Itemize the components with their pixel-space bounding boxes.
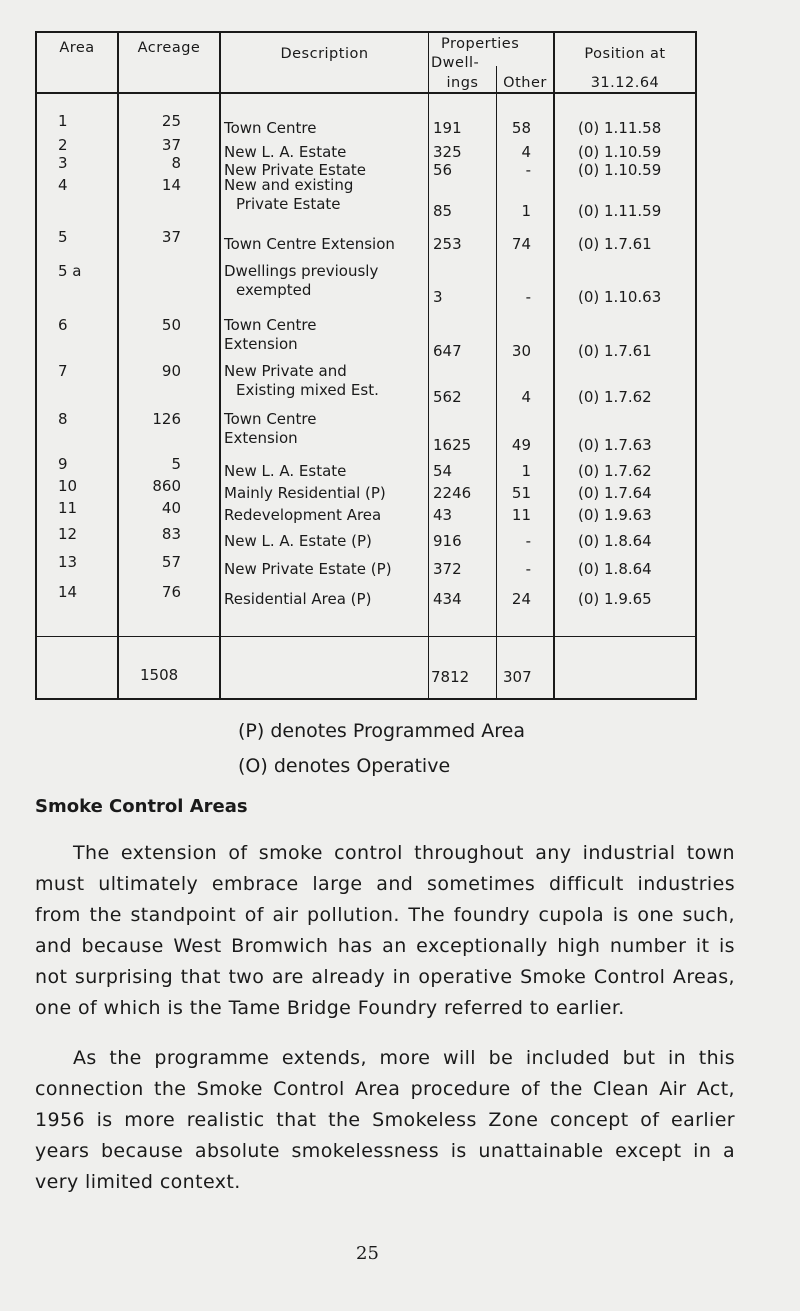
total-other: 307 bbox=[503, 668, 532, 686]
paragraph-1 bbox=[35, 838, 735, 1024]
table-top-border bbox=[35, 31, 697, 33]
row-dwellings: 191 bbox=[433, 119, 462, 137]
row-description: exempted bbox=[236, 281, 312, 299]
header-other: Other bbox=[503, 75, 547, 91]
table-right-border bbox=[695, 31, 697, 700]
row-area: 1 bbox=[58, 112, 68, 130]
row-acreage: 14 bbox=[161, 176, 181, 194]
row-other: 24 bbox=[511, 590, 531, 608]
row-description: New L. A. Estate (P) bbox=[224, 532, 372, 550]
row-acreage: 90 bbox=[161, 362, 181, 380]
row-position: (0) 1.7.61 bbox=[578, 342, 652, 360]
row-acreage: 50 bbox=[161, 316, 181, 334]
table-header-rule bbox=[35, 92, 697, 94]
header-area: Area bbox=[59, 40, 95, 56]
row-other: 74 bbox=[511, 235, 531, 253]
row-area: 3 bbox=[58, 154, 68, 172]
row-dwellings: 56 bbox=[433, 161, 453, 179]
row-dwellings: 372 bbox=[433, 560, 462, 578]
row-description: Existing mixed Est. bbox=[236, 381, 379, 399]
row-description: New L. A. Estate bbox=[224, 143, 347, 161]
paragraph-2-text: As the programme extends, more will be included but in this connection the Smoke Control Area procedure of the Clean Air Act, 1956 is more realistic that the Smokeless Zone concept of earlier years because absolute smokelessness is unattainable except in a very limited context. bbox=[35, 1047, 735, 1193]
row-dwellings: 3 bbox=[433, 288, 443, 306]
col-rule-description bbox=[219, 31, 221, 700]
row-dwellings: 647 bbox=[433, 342, 462, 360]
row-description: Town Centre bbox=[224, 316, 317, 334]
row-description: Redevelopment Area bbox=[224, 506, 382, 524]
col-rule-dwellings bbox=[428, 31, 429, 700]
row-position: (0) 1.10.59 bbox=[578, 143, 662, 161]
row-description: Town Centre bbox=[224, 119, 317, 137]
row-acreage: 40 bbox=[161, 499, 181, 517]
row-acreage: 126 bbox=[152, 410, 181, 428]
row-area: 8 bbox=[58, 410, 68, 428]
row-position: (0) 1.9.65 bbox=[578, 590, 652, 608]
row-dwellings: 562 bbox=[433, 388, 462, 406]
row-position: (0) 1.9.63 bbox=[578, 506, 652, 524]
row-other: 4 bbox=[521, 143, 531, 161]
row-position: (0) 1.8.64 bbox=[578, 560, 652, 578]
row-description: New Private and bbox=[224, 362, 347, 380]
row-area: 14 bbox=[58, 583, 78, 601]
row-dwellings: 1625 bbox=[433, 436, 472, 454]
row-description: New Private Estate (P) bbox=[224, 560, 392, 578]
row-description: New and existing bbox=[224, 176, 354, 194]
row-dwellings: 2246 bbox=[433, 484, 472, 502]
row-acreage: 8 bbox=[171, 154, 181, 172]
row-other: 1 bbox=[521, 462, 531, 480]
header-description: Description bbox=[280, 46, 369, 62]
row-acreage: 76 bbox=[161, 583, 181, 601]
row-position: (0) 1.11.58 bbox=[578, 119, 662, 137]
row-description: New L. A. Estate bbox=[224, 462, 347, 480]
row-acreage: 37 bbox=[161, 228, 181, 246]
row-position: (0) 1.10.63 bbox=[578, 288, 662, 306]
row-other: 58 bbox=[511, 119, 531, 137]
row-acreage: 37 bbox=[161, 136, 181, 154]
row-other: - bbox=[525, 161, 531, 179]
row-area: 2 bbox=[58, 136, 68, 154]
row-area: 9 bbox=[58, 455, 68, 473]
row-other: 11 bbox=[511, 506, 531, 524]
section-heading: Smoke Control Areas bbox=[35, 796, 248, 817]
row-acreage: 860 bbox=[152, 477, 181, 495]
row-acreage: 25 bbox=[161, 112, 181, 130]
row-other: - bbox=[525, 560, 531, 578]
row-dwellings: 916 bbox=[433, 532, 462, 550]
row-area: 5 bbox=[58, 228, 68, 246]
row-description: Mainly Residential (P) bbox=[224, 484, 386, 502]
row-area: 7 bbox=[58, 362, 68, 380]
row-position: (0) 1.11.59 bbox=[578, 202, 662, 220]
row-position: (0) 1.7.61 bbox=[578, 235, 652, 253]
table-bottom-border bbox=[35, 698, 697, 700]
row-acreage: 5 bbox=[171, 455, 181, 473]
row-area: 4 bbox=[58, 176, 68, 194]
row-dwellings: 325 bbox=[433, 143, 462, 161]
row-other: 49 bbox=[511, 436, 531, 454]
total-dwellings: 7812 bbox=[431, 668, 470, 686]
header-position-1: Position at bbox=[584, 46, 666, 62]
row-other: 51 bbox=[511, 484, 531, 502]
row-area: 5 a bbox=[58, 262, 82, 280]
row-dwellings: 54 bbox=[433, 462, 453, 480]
row-other: - bbox=[525, 532, 531, 550]
row-description: Town Centre bbox=[224, 410, 317, 428]
row-acreage: 83 bbox=[161, 525, 181, 543]
note-programmed: (P) denotes Programmed Area bbox=[238, 720, 526, 742]
row-description: New Private Estate bbox=[224, 161, 367, 179]
total-acreage: 1508 bbox=[140, 666, 179, 684]
paragraph-1-text: The extension of smoke control throughout any industrial town must ultimately embrace large and sometimes difficult industries from the standpoint of air pollution. The foundry cupola is one such, and because West Bromwich has an exceptionally high number it is not surprising that two are already in operative Smoke Control Areas, one of which is the Tame Bridge Foundry referred to earlier. bbox=[35, 842, 735, 1019]
header-acreage: Acreage bbox=[137, 40, 201, 56]
note-operative: (O) denotes Operative bbox=[238, 755, 451, 777]
row-dwellings: 85 bbox=[433, 202, 453, 220]
row-description: Extension bbox=[224, 335, 298, 353]
row-description: Private Estate bbox=[236, 195, 341, 213]
row-position: (0) 1.7.64 bbox=[578, 484, 652, 502]
row-description: Town Centre Extension bbox=[224, 235, 395, 253]
row-other: 1 bbox=[521, 202, 531, 220]
row-position: (0) 1.7.62 bbox=[578, 462, 652, 480]
col-rule-position bbox=[553, 31, 555, 700]
row-other: - bbox=[525, 288, 531, 306]
row-description: Dwellings previously bbox=[224, 262, 379, 280]
row-position: (0) 1.8.64 bbox=[578, 532, 652, 550]
row-description: Residential Area (P) bbox=[224, 590, 372, 608]
page-number: 25 bbox=[356, 1243, 379, 1264]
header-properties: Properties bbox=[441, 36, 520, 52]
row-acreage: 57 bbox=[161, 553, 181, 571]
row-position: (0) 1.10.59 bbox=[578, 161, 662, 179]
header-dwellings-1: Dwell- bbox=[431, 55, 480, 71]
col-rule-left bbox=[35, 31, 37, 700]
row-dwellings: 253 bbox=[433, 235, 462, 253]
row-dwellings: 43 bbox=[433, 506, 453, 524]
row-other: 4 bbox=[521, 388, 531, 406]
row-area: 10 bbox=[58, 477, 78, 495]
row-position: (0) 1.7.62 bbox=[578, 388, 652, 406]
row-area: 6 bbox=[58, 316, 68, 334]
header-dwellings-2: ings bbox=[446, 75, 479, 91]
row-description: Extension bbox=[224, 429, 298, 447]
row-area: 12 bbox=[58, 525, 78, 543]
row-area: 11 bbox=[58, 499, 78, 517]
header-position-2: 31.12.64 bbox=[590, 75, 660, 91]
row-dwellings: 434 bbox=[433, 590, 462, 608]
row-other: 30 bbox=[511, 342, 531, 360]
table-total-rule bbox=[35, 636, 697, 637]
paragraph-2 bbox=[35, 1043, 735, 1198]
row-position: (0) 1.7.63 bbox=[578, 436, 652, 454]
row-area: 13 bbox=[58, 553, 78, 571]
